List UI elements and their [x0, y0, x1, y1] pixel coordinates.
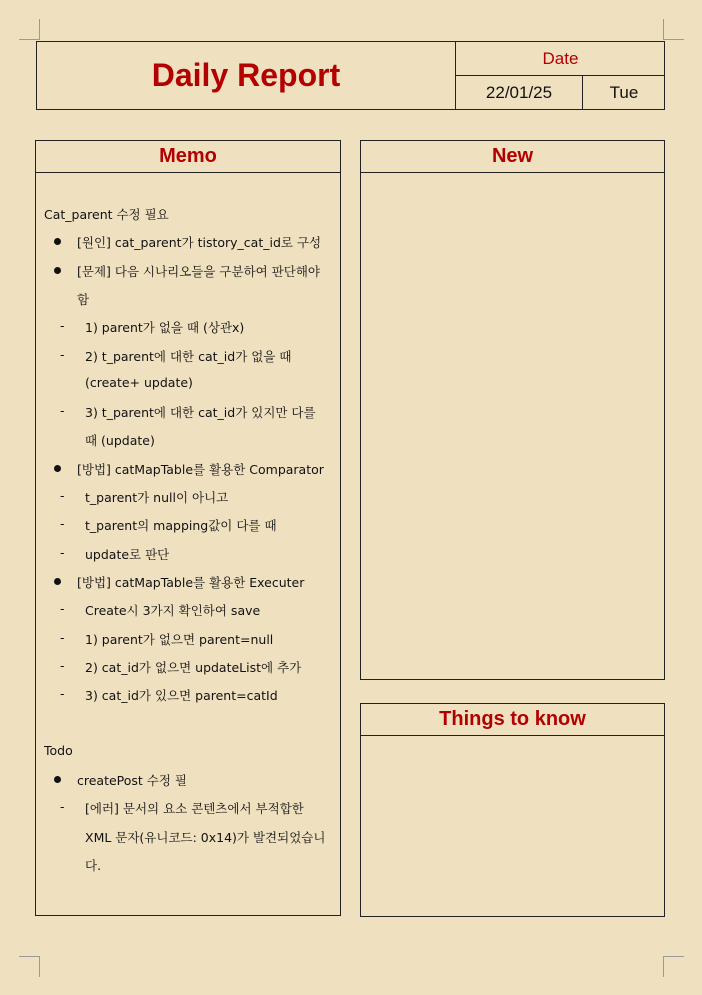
list-item-text: update로 판단	[85, 546, 170, 562]
date-label: Date	[456, 42, 665, 76]
new-panel	[360, 140, 665, 680]
memo-title: Memo	[36, 141, 340, 173]
crop-mark-bottom-right	[663, 956, 684, 977]
list-item-text: 1) parent가 없으면 parent=null	[85, 631, 274, 647]
date-value: 22/01/25	[456, 76, 583, 109]
list-item-text: [에러] 문서의 요소 콘텐츠에서 부적합한	[85, 801, 304, 817]
list-item-text: 함	[77, 291, 90, 307]
list-item-text: [원인] cat_parent가 tistory_cat_id로 구성	[77, 235, 322, 251]
bullet-marker	[54, 267, 61, 274]
dash-marker: -	[60, 686, 65, 702]
dash-marker: -	[60, 629, 65, 645]
list-item-text: [문제] 다음 시나리오들을 구분하여 판단해야	[77, 263, 320, 279]
day-value: Tue	[609, 82, 639, 102]
list-item-text: 때 (update)	[85, 433, 155, 449]
list-item-text: (create+ update)	[85, 374, 193, 390]
dash-marker: -	[60, 601, 65, 617]
list-item-text: 3) t_parent에 대한 cat_id가 있지만 다를	[85, 405, 316, 421]
list-item-text: 1) parent가 없을 때 (상관x)	[85, 320, 245, 336]
bullet-marker	[54, 776, 61, 783]
memo-panel	[35, 140, 341, 916]
crop-mark-bottom-left	[19, 956, 40, 977]
bullet-marker	[54, 238, 61, 245]
list-item-text: XML 문자(유니코드: 0x14)가 발견되었습니	[85, 829, 326, 845]
crop-mark-top-left	[19, 19, 40, 40]
date-row	[456, 76, 665, 109]
report-header	[36, 41, 665, 110]
list-item-text: [방법] catMapTable를 활용한 Comparator	[77, 461, 324, 477]
dash-marker: -	[60, 403, 65, 419]
things-to-know-title: Things to know	[361, 704, 664, 736]
list-item-text: t_parent가 null이 아니고	[85, 490, 229, 505]
dash-marker: -	[60, 657, 65, 673]
dash-marker: -	[60, 346, 65, 362]
bullet-marker	[54, 465, 61, 472]
dash-marker: -	[60, 799, 65, 815]
list-item-text: 2) t_parent에 대한 cat_id가 없을 때	[85, 348, 292, 364]
list-item-text: Create시 3가지 확인하여 save	[85, 603, 261, 619]
list-item-text: t_parent의 mapping값이 다를 때	[85, 518, 277, 534]
dash-marker: -	[60, 516, 65, 532]
date-area	[455, 42, 665, 109]
list-item-text: 2) cat_id가 없으면 updateList에 추가	[85, 659, 302, 675]
dash-marker: -	[60, 488, 65, 503]
dash-marker: -	[60, 318, 65, 334]
list-item-text: createPost 수정 필	[77, 773, 188, 788]
page-title: Daily Report	[151, 57, 341, 93]
section-title: Cat_parent 수정 필요	[44, 207, 169, 222]
section-title: Todo	[44, 742, 73, 758]
crop-mark-top-right	[663, 19, 684, 40]
list-item-text: 다.	[85, 857, 102, 873]
new-title: New	[361, 141, 664, 173]
list-item-text: [방법] catMapTable를 활용한 Executer	[77, 574, 305, 590]
list-item-text: 3) cat_id가 있으면 parent=catId	[85, 688, 278, 704]
things-to-know-panel	[360, 703, 665, 917]
dash-marker: -	[60, 544, 65, 560]
bullet-marker	[54, 578, 61, 585]
